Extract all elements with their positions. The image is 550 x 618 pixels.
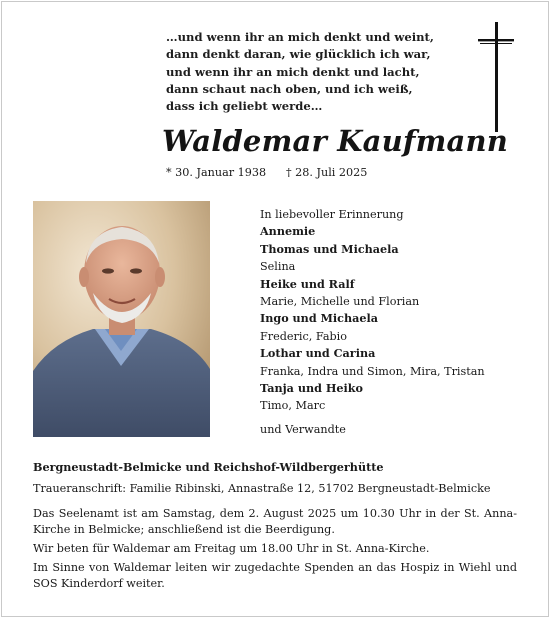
poem-line: und wenn ihr an mich denkt und lacht, [166,64,420,79]
mourner-sub: Timo, Marc [260,399,326,413]
poem-line: dann schaut nach oben, und ich weiß, [166,81,413,96]
mourner-main: Lothar und Carina [260,346,376,361]
mourner-sub: Selina [260,260,296,274]
mourner-sub: Marie, Michelle und Florian [260,295,420,309]
mourners-intro: In liebevoller Erinnerung [260,208,404,221]
death-date: † 28. Juli 2025 [286,166,368,179]
donation-paragraph: Im Sinne von Waldemar leiten wir zugedachte Spenden an das Hospiz in Wiehl und SOS Kinderdorf weiter. [33,561,517,590]
deceased-name: Waldemar Kaufmann [162,124,509,158]
mourner-sub: Frederic, Fabio [260,329,347,343]
mourner-main: Thomas und Michaela [260,241,399,256]
mourning-address: Traueranschrift: Familie Ribinski, Annastraße 12, 51702 Bergneustadt-Belmicke [33,482,491,495]
location-line: Bergneustadt-Belmicke und Reichshof-Wildbergerhütte [33,460,384,474]
service-paragraph: Das Seelenamt ist am Samstag, dem 2. August 2025 um 10.30 Uhr in der St. Anna-Kirche in Belmicke; anschließend ist die Beerdigung. [33,507,517,536]
poem-line: dann denkt daran, wie glücklich ich war, [166,47,431,62]
poem [166,29,466,115]
prayer-paragraph: Wir beten für Waldemar am Freitag um 18.00 Uhr in St. Anna-Kirche. [33,542,430,555]
mourners-closing: und Verwandte [260,422,346,436]
mourner-main: Tanja und Heiko [260,381,363,396]
mourner-main: Annemie [260,224,316,239]
poem-line: …und wenn ihr an mich denkt und weint, [166,30,434,44]
portrait-photo [33,201,210,437]
mourner-main: Heike und Ralf [260,276,355,291]
poem-line: dass ich geliebt werde… [166,99,323,114]
mourner-sub: Franka, Indra und Simon, Mira, Tristan [260,364,485,378]
cross-icon [476,22,516,132]
mourner-main: Ingo und Michaela [260,311,378,326]
mourners-list [260,206,530,438]
birth-date: * 30. Januar 1938 [166,166,267,179]
